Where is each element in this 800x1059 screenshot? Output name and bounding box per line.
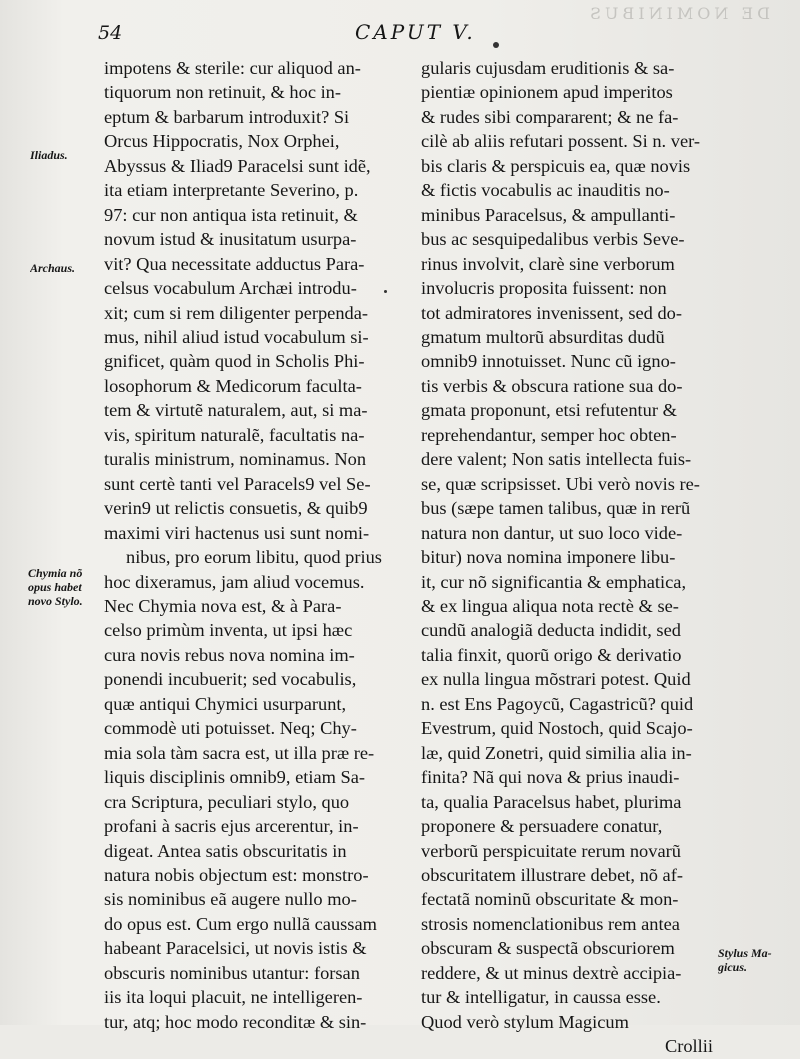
margin-note-iliadus	[30, 148, 68, 162]
text-line: ita etiam interpretante Severino, p.	[104, 180, 359, 201]
text-line: gmatum multorũ absurditas dudũ	[421, 326, 665, 347]
text-line: minibus Paracelsus, & ampullanti-	[421, 204, 676, 225]
text-line: tur & intelligatur, in caussa esse.	[421, 987, 661, 1008]
text-line: n. est Ens Pagoycũ, Cagastricũ? quid	[421, 693, 694, 714]
text-line: cura novis rebus nova nomina im-	[104, 644, 355, 665]
text-line: losophorum & Medicorum faculta-	[104, 375, 362, 396]
text-line: nibus, pro eorum libitu, quod prius	[126, 547, 382, 568]
text-line: fectatã nominũ obscuritate & mon-	[421, 889, 679, 910]
text-line: habeant Paracelsici, ut novis istis &	[104, 938, 367, 959]
margin-note-line: Chymia nõ	[28, 566, 83, 580]
text-line: involucris proposita fuissent: non	[421, 278, 667, 299]
text-line: rinus involvit, clarè sine verborum	[421, 253, 675, 274]
text-line: cra Scriptura, peculiari stylo, quo	[104, 791, 350, 812]
margin-note-chymia	[28, 566, 83, 608]
text-line: vis, spiritum naturalẽ, facultatis na-	[104, 424, 365, 445]
text-line: se, quæ scripsisset. Ubi verò novis re-	[421, 473, 700, 494]
text-line: eptum & barbarum introduxit? Si	[104, 106, 350, 127]
bleed-through-text: DE NOMINIBUS	[586, 4, 770, 23]
text-line: 97: cur non antiqua ista retinuit, &	[104, 204, 358, 225]
margin-note-line: gicus.	[718, 960, 748, 974]
text-line: tiquorum non retinuit, & hoc in-	[104, 82, 342, 103]
text-line: tur, atq; hoc modo reconditæ & sin-	[104, 1011, 367, 1032]
text-line: quæ antiqui Chymici usurparunt,	[104, 693, 347, 714]
text-line: Evestrum, quid Nostoch, quid Scajo-	[421, 718, 693, 739]
text-line: Abyssus & Iliad9 Paracelsi sunt idẽ,	[104, 155, 371, 176]
text-line: talia finxit, quorũ origo & derivatio	[421, 644, 682, 665]
text-line: obscuritatem illustrare debet, nõ af-	[421, 864, 683, 885]
margin-note-line: novo Stylo.	[28, 594, 83, 608]
running-head: CAPUT V.	[355, 20, 476, 44]
text-line: ponendi incubuerit; sed vocabulis,	[104, 669, 357, 690]
text-line: proponere & persuadere conatur,	[421, 816, 663, 837]
text-line: & fictis vocabulis ac inauditis no-	[421, 180, 670, 201]
text-line: Quod verò stylum Magicum	[421, 1011, 629, 1032]
text-line: vit? Qua necessitate adductus Para-	[104, 253, 365, 274]
text-line: gularis cujusdam eruditionis & sa-	[421, 58, 675, 78]
text-line: pientiæ opinionem apud imperitos	[421, 82, 673, 103]
text-line: natura non dantur, ut suo loco vide-	[421, 522, 683, 543]
text-line: obscuris nominibus utantur: forsan	[104, 962, 360, 983]
margin-note-stylus	[718, 946, 772, 974]
text-line: digeat. Antea satis obscuritatis in	[104, 840, 347, 861]
text-line: liquis disciplinis omnib9, etiam Sa-	[104, 767, 366, 788]
text-line: ex nulla lingua mõstrari potest. Quid	[421, 669, 691, 690]
text-line: læ, quid Zonetri, quid similia alia in-	[421, 742, 692, 763]
text-line: cilè ab aliis refutari possent. Si n. ver-	[421, 131, 700, 152]
text-line: tis verbis & obscura ratione sua do-	[421, 375, 683, 396]
text-line: obscuram & suspectã obscuriorem	[421, 938, 675, 959]
text-line: strosis nomenclationibus rem antea	[421, 913, 680, 934]
margin-note-line: Archaus.	[30, 261, 76, 275]
text-line: xit; cum si rem diligenter perpenda-	[104, 302, 369, 323]
text-line: profani à sacris ejus arcerentur, in-	[104, 816, 359, 837]
text-line: verin9 ut relictis consuetis, & quib9	[104, 498, 368, 519]
text-line: sunt certè tanti vel Paracels9 vel Se-	[104, 473, 371, 494]
text-line: celso primùm inventa, ut ipsi hæc	[104, 620, 353, 641]
text-line: bus (sæpe tamen talibus, quæ in rerũ	[421, 498, 691, 519]
text-line: & ex lingua aliqua nota rectè & se-	[421, 595, 679, 616]
text-line: gmata proponunt, etsi refutentur &	[421, 400, 677, 421]
text-line: natura nobis objectum est: monstro-	[104, 864, 369, 885]
text-line: ta, qualia Paracelsus habet, plurima	[421, 791, 682, 812]
text-line: commodè uti potuisset. Neq; Chy-	[104, 718, 357, 739]
margin-note-line: opus habet	[28, 580, 82, 594]
text-line: finita? Nã qui nova & prius inaudi-	[421, 767, 680, 788]
text-line: bis claris & perspicuis ea, quæ novis	[421, 155, 691, 176]
text-line: dere valent; Non satis intellecta fuis-	[421, 449, 692, 470]
text-line: bitur) nova nomina imponere libu-	[421, 547, 676, 568]
text-line: gnificet, quàm quod in Scholis Phi-	[104, 351, 365, 372]
text-line: mus, nihil aliud istud vocabulum si-	[104, 326, 369, 347]
text-line: it, cur nõ significantia & emphatica,	[421, 571, 687, 592]
margin-note-line: Stylus Ma-	[718, 946, 772, 960]
text-line: iis ita loqui placuit, ne intelligeren-	[104, 987, 363, 1008]
text-line: tot admiratores invenissent, sed do-	[421, 302, 682, 323]
text-line: bus ac sesquipedalibus verbis Seve-	[421, 229, 685, 250]
text-line: sis nominibus eã augere nullo mo-	[104, 889, 357, 910]
text-line: verborũ perspicuitate rerum novarũ	[421, 840, 681, 861]
left-text-column	[104, 56, 408, 1034]
text-line: celsus vocabulum Archæi introdu-	[104, 278, 357, 299]
text-line: tem & virtutẽ naturalem, aut, si ma-	[104, 400, 368, 421]
margin-note-line: Iliadus.	[30, 148, 68, 162]
text-line: reddere, & ut minus dextrè accipia-	[421, 962, 682, 983]
text-line: Crollii	[664, 1036, 713, 1057]
text-line: do opus est. Cum ergo nullã caussam	[104, 913, 377, 934]
text-line: & rudes sibi compararent; & ne fa-	[421, 106, 679, 127]
text-line: mia sola tàm sacra est, ut illa præ re-	[104, 742, 375, 763]
text-line: Orcus Hippocratis, Nox Orphei,	[104, 131, 340, 152]
text-line: Nec Chymia nova est, & à Para-	[104, 595, 342, 616]
text-line: omnib9 innotuisset. Nunc cũ igno-	[421, 351, 676, 372]
margin-note-archaus	[30, 261, 75, 275]
ink-speck	[493, 42, 499, 48]
text-line: impotens & sterile: cur aliquod an-	[104, 58, 361, 78]
text-line: turalis ministrum, nominamus. Non	[104, 449, 367, 470]
text-line: hoc dixeramus, jam aliud vocemus.	[104, 571, 365, 592]
ink-speck	[384, 290, 387, 293]
text-line: novum istud & inusitatum usurpa-	[104, 229, 357, 250]
text-line: reprehendantur, semper hoc obten-	[421, 424, 677, 445]
page-number: 54	[98, 22, 123, 44]
right-text-column	[421, 56, 719, 1059]
text-line: cundũ analogiã deducta indidit, sed	[421, 620, 681, 641]
text-line: maximi viri hactenus usi sunt nomi-	[104, 522, 370, 543]
